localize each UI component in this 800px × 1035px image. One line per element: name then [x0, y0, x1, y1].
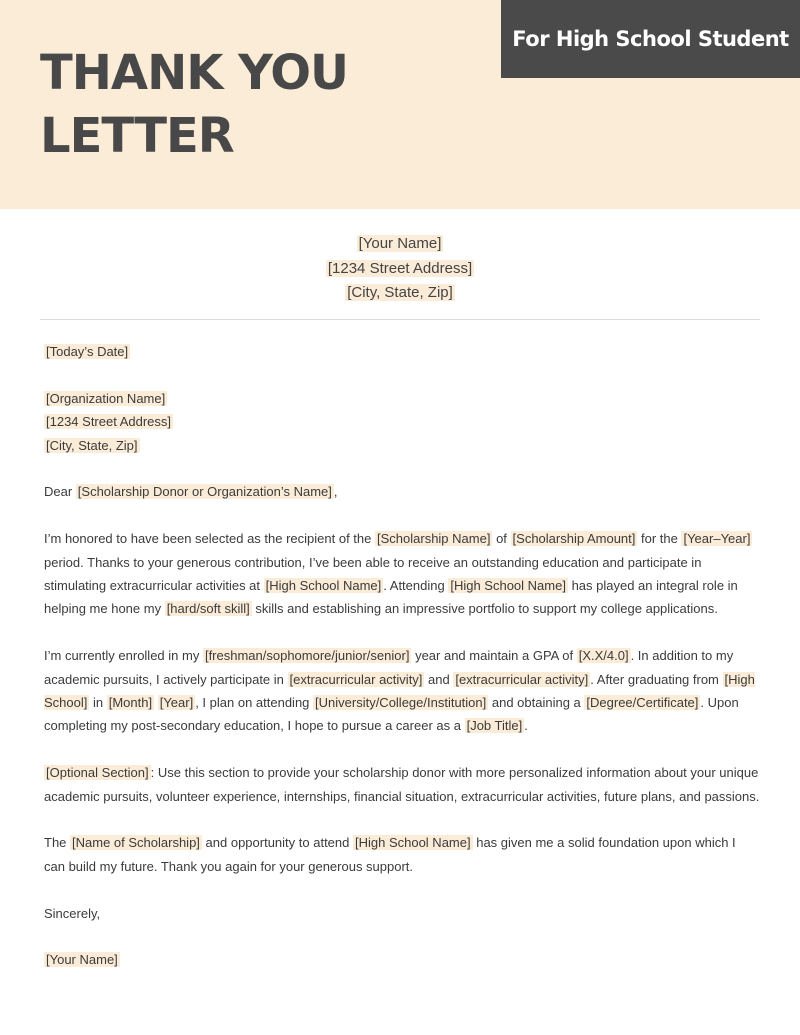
page-title	[40, 42, 348, 168]
skill-placeholder: [hard/soft skill]	[166, 601, 250, 617]
date-line	[44, 340, 760, 363]
audience-badge: For High School Student	[501, 0, 800, 78]
month-placeholder: [Month]	[108, 695, 153, 711]
signature-placeholder: [Your Name]	[46, 952, 118, 968]
scholarship-name-placeholder: [Scholarship Name]	[377, 531, 491, 547]
activity-placeholder: [extracurricular activity]	[455, 671, 589, 687]
date-placeholder: [Today’s Date]	[46, 344, 129, 359]
letter-header	[0, 0, 800, 209]
closing: Sincerely,	[44, 905, 101, 921]
header-divider	[40, 319, 760, 320]
paragraph-2: I’m currently enrolled in my [freshman/sophomore/junior/senior] year and maintain a GPA of [X.X/4.0] . In addition to my academic pursuits, I actively participate in [extracurricular activity] and [extracurricular activity] . After graduating from [High School] in [Month] [Year] , I plan on attending [University/College/Institution] and obtaining a [Degree/Certificate] . Upon completing my post-secondary education, I hope to pursue a career as a [Job Title] .	[44, 648, 755, 734]
sender-address-block	[0, 232, 800, 306]
sender-name: [Your Name]	[358, 235, 442, 252]
scholarship-name-placeholder: [Name of Scholarship]	[72, 835, 200, 851]
optional-section-placeholder: [Optional Section]	[46, 765, 149, 781]
salutation: Dear [Scholarship Donor or Organization’s Name] ,	[44, 484, 338, 500]
paragraph-4: The [Name of Scholarship] and opportunity to attend [High School Name] has given me a solid foundation upon which I can build my future. Thank you again for your generous support.	[44, 835, 736, 874]
years-placeholder: [Year–Year]	[683, 531, 751, 547]
job-title-placeholder: [Job Title]	[466, 718, 523, 734]
paragraph-3: [Optional Section] : Use this section to provide your scholarship donor with more personalized information about your unique academic pursuits, volunteer experience, internships, financial situation, extracurricular activities, future plans, and passions.	[44, 765, 760, 804]
school-name-placeholder: [High School Name]	[450, 578, 566, 594]
school-placeholder: [High School]	[44, 671, 755, 711]
degree-placeholder: [Degree/Certificate]	[586, 695, 699, 711]
activity-placeholder: [extracurricular activity]	[289, 671, 423, 687]
school-name-placeholder: [High School Name]	[354, 835, 471, 851]
signature-line	[44, 948, 760, 971]
sender-city: [City, State, Zip]	[347, 284, 453, 301]
paragraph-1: I’m honored to have been selected as the recipient of the [Scholarship Name] of [Scholarship Amount] for the [Year–Year] period. Thanks to your generous contribution, I’ve been able to receive an outstanding education and participate in stimulating extracurricular activities at [High School Name] . Attending [High School Name] has played an integral role in helping me hone my [hard/soft skill] skills and establishing an impressive portfolio to support my college applications.	[44, 531, 751, 617]
sender-street: [1234 Street Address]	[327, 259, 473, 277]
year-placeholder: [Year]	[159, 695, 194, 711]
university-placeholder: [University/College/Institution]	[315, 695, 487, 711]
title-line-1: THANK YOU	[40, 45, 348, 101]
recipient-name-placeholder: [Scholarship Donor or Organization’s Name]	[77, 484, 332, 500]
grade-placeholder: [freshman/sophomore/junior/senior]	[204, 648, 410, 664]
school-name-placeholder: [High School Name]	[265, 578, 382, 594]
title-line-2: LETTER	[40, 108, 234, 164]
letter-body	[44, 340, 760, 995]
recipient-street: [1234 Street Address]	[46, 414, 172, 430]
recipient-city: [City, State, Zip]	[46, 437, 138, 453]
gpa-placeholder: [X.X/4.0]	[578, 648, 629, 664]
scholarship-amount-placeholder: [Scholarship Amount]	[512, 531, 636, 547]
recipient-org: [Organization Name]	[46, 390, 166, 406]
recipient-address-block	[44, 387, 760, 457]
